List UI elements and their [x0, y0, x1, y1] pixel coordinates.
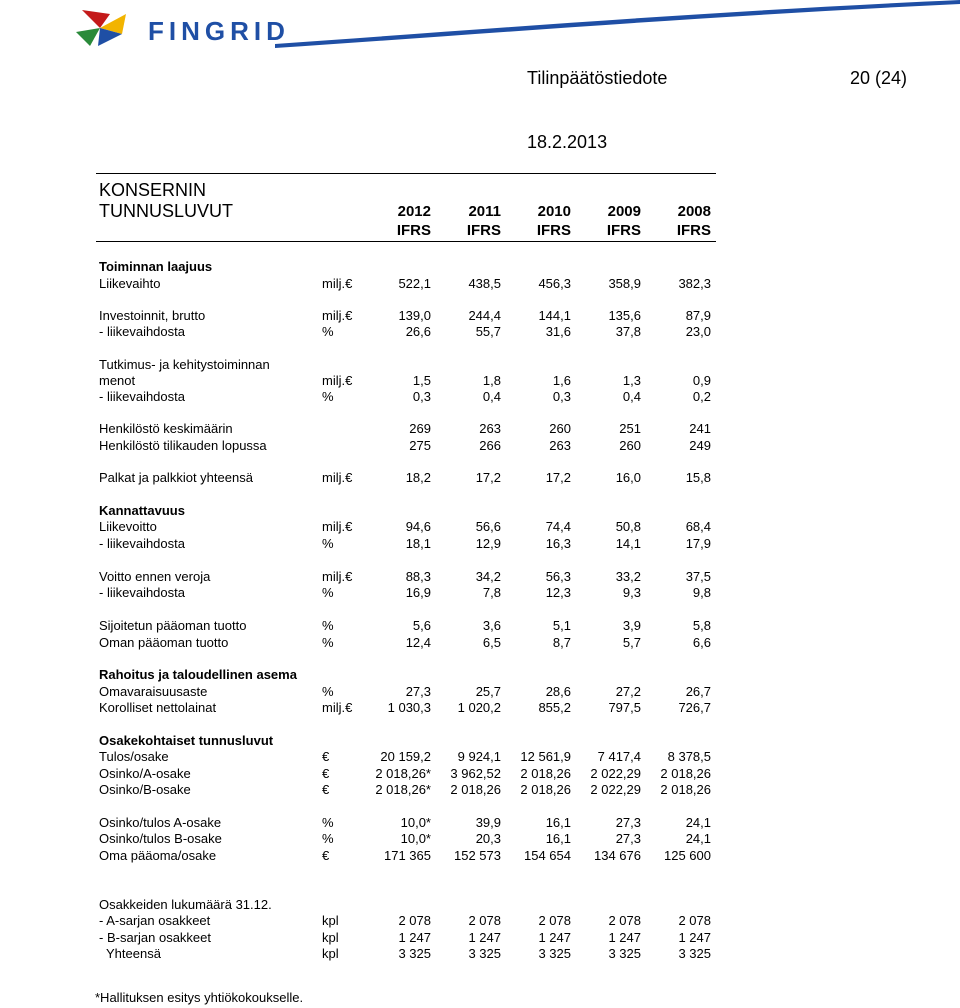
cell-value: 9 924,1	[457, 749, 501, 764]
table-row	[0, 307, 960, 324]
cell-value: 171 365	[384, 848, 431, 863]
row-label: - A-sarjan osakkeet	[99, 913, 211, 928]
table-title-line1: KONSERNIN	[99, 180, 207, 200]
cell-value: 88,3	[405, 569, 431, 584]
cell-value: 9,8	[692, 585, 711, 600]
table-row	[0, 912, 960, 929]
cell-value: 3 325	[678, 946, 711, 961]
page-number: 20 (24)	[850, 68, 908, 88]
row-unit: %	[322, 684, 334, 699]
cell-value: 17,2	[545, 470, 571, 485]
cell-value: 3,6	[482, 618, 501, 633]
cell-value: 24,1	[685, 831, 711, 846]
cell-value: 260	[549, 421, 571, 436]
table-row	[0, 748, 960, 765]
cell-value: 244,4	[468, 308, 501, 323]
cell-value: 1 247	[468, 930, 501, 945]
table-row	[0, 584, 960, 601]
cell-value: 3 325	[468, 946, 501, 961]
row-unit: %	[322, 585, 334, 600]
row-label: Palkat ja palkkiot yhteensä	[99, 470, 253, 485]
row-unit: milj.€	[322, 569, 353, 584]
row-unit: milj.€	[322, 700, 353, 715]
cell-value: 1 020,2	[457, 700, 501, 715]
table-row	[0, 372, 960, 389]
year-header-2010	[501, 202, 571, 240]
cell-value: 2 018,26	[520, 782, 571, 797]
year-basis: IFRS	[396, 222, 431, 239]
table-row	[0, 765, 960, 782]
row-unit: €	[322, 782, 330, 797]
cell-value: 12,9	[475, 536, 501, 551]
year-label: 2012	[397, 203, 431, 220]
year-header-2008	[641, 202, 711, 240]
cell-value: 56,6	[475, 519, 501, 534]
row-unit: %	[322, 831, 334, 846]
year-basis: IFRS	[536, 222, 571, 239]
year-header-2012	[361, 202, 431, 240]
cell-value: 275	[409, 438, 431, 453]
cell-value: 1,3	[622, 373, 641, 388]
table-row	[0, 830, 960, 847]
cell-value: 139,0	[398, 308, 431, 323]
cell-value: 0,2	[692, 389, 711, 404]
cell-value: 34,2	[475, 569, 501, 584]
cell-value: 5,8	[692, 618, 711, 633]
cell-value: 3 325	[608, 946, 641, 961]
cell-value: 15,8	[685, 470, 711, 485]
row-label: Osakekohtaiset tunnusluvut	[99, 733, 274, 748]
row-label: Oman pääoman tuotto	[99, 635, 229, 650]
row-unit: milj.€	[322, 276, 353, 291]
cell-value: 7 417,4	[597, 749, 641, 764]
cell-value: 1 030,3	[387, 700, 431, 715]
cell-value: 726,7	[678, 700, 711, 715]
cell-value: 12,3	[545, 585, 571, 600]
table-row	[0, 356, 960, 373]
table-row	[0, 945, 960, 962]
cell-value: 2 018,26	[520, 766, 571, 781]
cell-value: 18,1	[405, 536, 431, 551]
cell-value: 2 078	[678, 913, 711, 928]
cell-value: 1,5	[412, 373, 431, 388]
cell-value: 269	[409, 421, 431, 436]
cell-value: 797,5	[608, 700, 641, 715]
cell-value: 241	[689, 421, 711, 436]
table-row	[0, 323, 960, 340]
year-basis: IFRS	[466, 222, 501, 239]
cell-value: 266	[479, 438, 501, 453]
row-unit: kpl	[322, 913, 339, 928]
row-unit: €	[322, 766, 330, 781]
row-unit: %	[322, 536, 334, 551]
table-row	[0, 420, 960, 437]
row-label: Tulos/osake	[99, 749, 169, 764]
cell-value: 55,7	[475, 324, 501, 339]
row-label: Sijoitetun pääoman tuotto	[99, 618, 247, 633]
cell-value: 1 247	[678, 930, 711, 945]
cell-value: 382,3	[678, 276, 711, 291]
cell-value: 2 022,29	[590, 766, 641, 781]
row-unit: kpl	[322, 946, 339, 961]
cell-value: 56,3	[545, 569, 571, 584]
table-row	[0, 469, 960, 486]
cell-value: 9,3	[622, 585, 641, 600]
row-label: Henkilöstö tilikauden lopussa	[99, 438, 267, 453]
cell-value: 37,8	[615, 324, 641, 339]
row-unit: milj.€	[322, 470, 353, 485]
row-label: Osinko/A-osake	[99, 766, 191, 781]
table-top-rule	[96, 173, 716, 174]
cell-value: 31,6	[545, 324, 571, 339]
cell-value: 14,1	[615, 536, 641, 551]
year-label: 2011	[468, 203, 501, 220]
table-header-rule	[96, 241, 716, 242]
row-unit: %	[322, 324, 334, 339]
cell-value: 16,9	[405, 585, 431, 600]
cell-value: 6,6	[692, 635, 711, 650]
cell-value: 2 078	[608, 913, 641, 928]
row-unit: €	[322, 749, 330, 764]
cell-value: 27,3	[615, 831, 641, 846]
cell-value: 16,1	[545, 815, 571, 830]
cell-value: 0,3	[552, 389, 571, 404]
cell-value: 87,9	[685, 308, 711, 323]
row-unit: %	[322, 618, 334, 633]
table-row	[0, 732, 960, 749]
cell-value: 8 378,5	[667, 749, 711, 764]
cell-value: 2 022,29	[590, 782, 641, 797]
cell-value: 251	[619, 421, 641, 436]
cell-value: 39,9	[475, 815, 501, 830]
table-row	[0, 568, 960, 585]
cell-value: 5,7	[622, 635, 641, 650]
cell-value: 16,3	[545, 536, 571, 551]
table-row	[0, 929, 960, 946]
cell-value: 10,0*	[400, 831, 431, 846]
cell-value: 12,4	[405, 635, 431, 650]
cell-value: 260	[619, 438, 641, 453]
row-label: Osinko/tulos B-osake	[99, 831, 222, 846]
cell-value: 144,1	[538, 308, 571, 323]
cell-value: 33,2	[615, 569, 641, 584]
cell-value: 2 018,26*	[375, 766, 431, 781]
cell-value: 23,0	[685, 324, 711, 339]
table-row	[0, 518, 960, 535]
document-date: 18.2.2013	[527, 132, 608, 152]
document-title: Tilinpäätöstiedote	[527, 68, 668, 88]
cell-value: 25,7	[475, 684, 501, 699]
cell-value: 3,9	[622, 618, 641, 633]
cell-value: 6,5	[482, 635, 501, 650]
table-row	[0, 535, 960, 552]
cell-value: 3 325	[398, 946, 431, 961]
year-basis: IFRS	[606, 222, 641, 239]
row-label: Korolliset nettolainat	[99, 700, 217, 715]
row-label: Osinko/tulos A-osake	[99, 815, 222, 830]
cell-value: 154 654	[524, 848, 571, 863]
row-unit: milj.€	[322, 373, 353, 388]
table-row	[0, 699, 960, 716]
cell-value: 28,6	[545, 684, 571, 699]
row-label: Rahoitus ja taloudellinen asema	[99, 667, 297, 682]
cell-value: 855,2	[538, 700, 571, 715]
year-basis: IFRS	[676, 222, 711, 239]
cell-value: 263	[549, 438, 571, 453]
cell-value: 68,4	[685, 519, 711, 534]
cell-value: 20 159,2	[380, 749, 431, 764]
table-row	[0, 617, 960, 634]
cell-value: 8,7	[552, 635, 571, 650]
table-row	[0, 896, 960, 913]
cell-value: 16,1	[545, 831, 571, 846]
year-label: 2010	[537, 203, 571, 220]
cell-value: 27,2	[615, 684, 641, 699]
cell-value: 135,6	[608, 308, 641, 323]
table-row	[0, 847, 960, 864]
cell-value: 26,7	[685, 684, 711, 699]
row-label: - liikevaihdosta	[99, 585, 185, 600]
cell-value: 125 600	[664, 848, 711, 863]
cell-value: 1,6	[552, 373, 571, 388]
cell-value: 7,8	[482, 585, 501, 600]
row-label: Osakkeiden lukumäärä 31.12.	[99, 897, 272, 912]
row-unit: milj.€	[322, 519, 353, 534]
cell-value: 0,3	[412, 389, 431, 404]
cell-value: 2 018,26	[450, 782, 501, 797]
cell-value: 152 573	[454, 848, 501, 863]
cell-value: 37,5	[685, 569, 711, 584]
cell-value: 263	[479, 421, 501, 436]
cell-value: 27,3	[405, 684, 431, 699]
row-label: - liikevaihdosta	[99, 324, 185, 339]
table-row	[0, 666, 960, 683]
cell-value: 249	[689, 438, 711, 453]
row-unit: %	[322, 635, 334, 650]
row-label: menot	[99, 373, 136, 388]
row-label: Liikevaihto	[99, 276, 161, 291]
cell-value: 522,1	[398, 276, 431, 291]
cell-value: 74,4	[545, 519, 571, 534]
cell-value: 10,0*	[400, 815, 431, 830]
row-label: Toiminnan laajuus	[99, 259, 213, 274]
cell-value: 1 247	[538, 930, 571, 945]
row-label: Oma pääoma/osake	[99, 848, 217, 863]
cell-value: 3 962,52	[450, 766, 501, 781]
row-label: Voitto ennen veroja	[99, 569, 211, 584]
row-unit: %	[322, 815, 334, 830]
cell-value: 2 078	[468, 913, 501, 928]
cell-value: 20,3	[475, 831, 501, 846]
cell-value: 17,9	[685, 536, 711, 551]
year-label: 2009	[607, 203, 641, 220]
cell-value: 0,4	[482, 389, 501, 404]
table-title-line2: TUNNUSLUVUT	[99, 201, 234, 221]
cell-value: 2 078	[398, 913, 431, 928]
table-row	[0, 437, 960, 454]
row-label: Omavaraisuusaste	[99, 684, 208, 699]
row-label: Investoinnit, brutto	[99, 308, 206, 323]
row-label: Tutkimus- ja kehitystoiminnan	[99, 357, 270, 372]
cell-value: 456,3	[538, 276, 571, 291]
table-title	[99, 180, 299, 222]
cell-value: 1 247	[398, 930, 431, 945]
cell-value: 5,6	[412, 618, 431, 633]
cell-value: 50,8	[615, 519, 641, 534]
footnote: *Hallituksen esitys yhtiökokoukselle.	[95, 990, 304, 1005]
cell-value: 2 018,26	[660, 782, 711, 797]
cell-value: 26,6	[405, 324, 431, 339]
table-row	[0, 258, 960, 275]
cell-value: 3 325	[538, 946, 571, 961]
row-label: Liikevoitto	[99, 519, 157, 534]
cell-value: 27,3	[615, 815, 641, 830]
year-label: 2008	[677, 203, 711, 220]
cell-value: 5,1	[552, 618, 571, 633]
table-row	[0, 502, 960, 519]
table-row	[0, 634, 960, 651]
year-header-2011	[431, 202, 501, 240]
row-unit: €	[322, 848, 330, 863]
fingrid-logo	[70, 2, 300, 52]
row-label: Henkilöstö keskimäärin	[99, 421, 233, 436]
cell-value: 1 247	[608, 930, 641, 945]
cell-value: 94,6	[405, 519, 431, 534]
cell-value: 0,4	[622, 389, 641, 404]
table-row	[0, 781, 960, 798]
header-swoosh	[275, 0, 960, 50]
table-row	[0, 814, 960, 831]
table-row	[0, 388, 960, 405]
table-row	[0, 275, 960, 292]
cell-value: 16,0	[615, 470, 641, 485]
cell-value: 358,9	[608, 276, 641, 291]
cell-value: 2 018,26	[660, 766, 711, 781]
cell-value: 2 018,26*	[375, 782, 431, 797]
row-unit: milj.€	[322, 308, 353, 323]
cell-value: 2 078	[538, 913, 571, 928]
row-label: Yhteensä	[99, 946, 161, 961]
row-unit: %	[322, 389, 334, 404]
cell-value: 0,9	[692, 373, 711, 388]
row-label: - liikevaihdosta	[99, 389, 185, 404]
cell-value: 1,8	[482, 373, 501, 388]
row-unit: kpl	[322, 930, 339, 945]
row-label: Kannattavuus	[99, 503, 185, 518]
cell-value: 134 676	[594, 848, 641, 863]
cell-value: 24,1	[685, 815, 711, 830]
svg-text:FINGRID: FINGRID	[148, 16, 290, 46]
cell-value: 438,5	[468, 276, 501, 291]
year-header-2009	[571, 202, 641, 240]
row-label: - B-sarjan osakkeet	[99, 930, 211, 945]
cell-value: 18,2	[405, 470, 431, 485]
row-label: - liikevaihdosta	[99, 536, 185, 551]
cell-value: 17,2	[475, 470, 501, 485]
row-label: Osinko/B-osake	[99, 782, 191, 797]
table-row	[0, 683, 960, 700]
cell-value: 12 561,9	[520, 749, 571, 764]
